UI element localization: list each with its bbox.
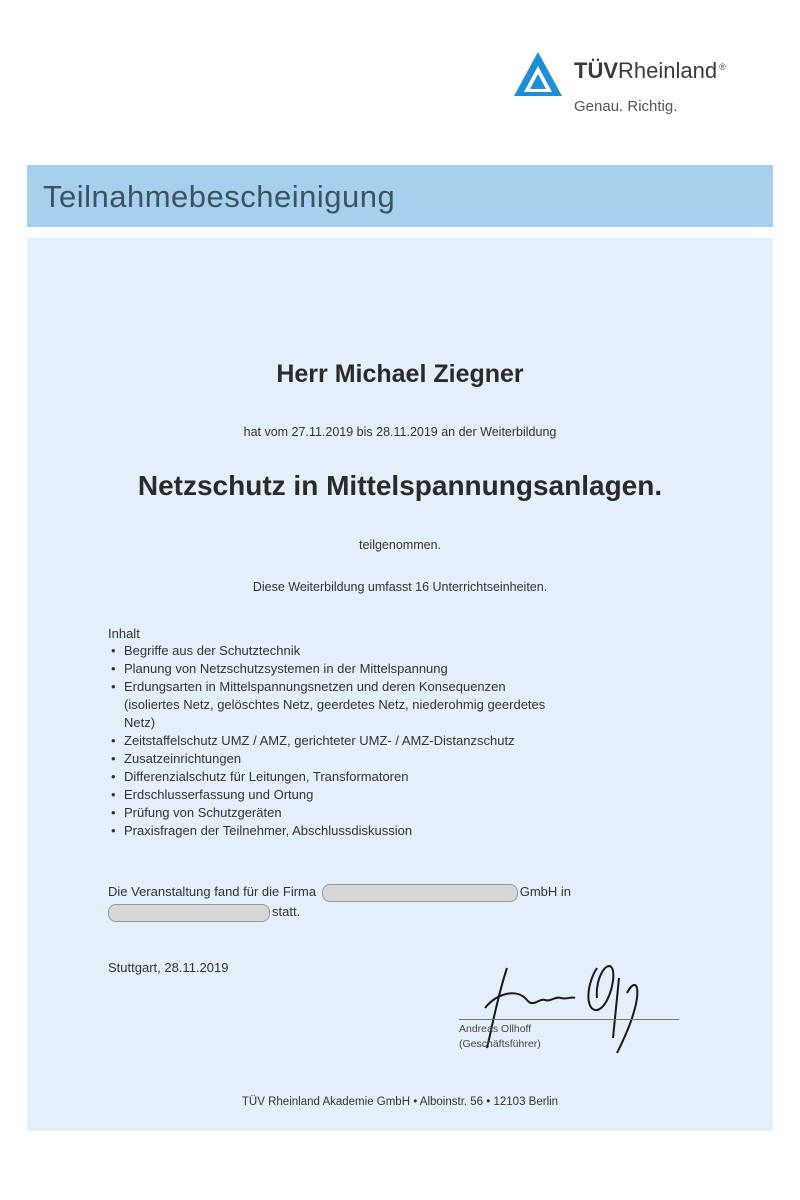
content-list	[108, 642, 628, 840]
list-item: • Zeitstaffelschutz UMZ / AMZ, gerichteter UMZ- / AMZ-Distanzschutz	[108, 732, 628, 750]
brand-name	[574, 58, 726, 84]
triangle-logo-icon	[512, 50, 564, 98]
units-text: Diese Weiterbildung umfasst 16 Unterrichtseinheiten.	[252, 580, 548, 594]
footer-address: TÜV Rheinland Akademie GmbH • Alboinstr. 56 • 12103 Berlin	[241, 1096, 559, 1108]
content-heading: Inhalt	[108, 626, 140, 641]
redacted-company	[322, 884, 518, 902]
list-item: • Praxisfragen der Teilnehmer, Abschlussdiskussion	[108, 822, 628, 840]
brand-regular: Rheinland	[618, 58, 718, 83]
tuv-rheinland-logo	[508, 44, 788, 124]
signatory-name: Andreas Ollhoff	[459, 1023, 532, 1035]
title-band	[27, 165, 773, 227]
venue-prefix: Die Veranstaltung fand für die Firma	[108, 884, 317, 899]
list-item: • Planung von Netzschutzsystemen in der Mittelspannung	[108, 660, 628, 678]
list-item: • Zusatzeinrichtungen	[108, 750, 628, 768]
signatory	[459, 1022, 541, 1052]
signature-line	[459, 1019, 679, 1020]
list-item: • Differenzialschutz für Leitungen, Transformatoren	[108, 768, 628, 786]
period-text: hat vom 27.11.2019 bis 28.11.2019 an der Weiterbildung	[243, 425, 557, 439]
course-title: Netzschutz in Mittelspannungsanlagen.	[137, 470, 663, 501]
list-item: • Begriffe aus der Schutztechnik	[108, 642, 628, 660]
place-date: Stuttgart, 28.11.2019	[108, 960, 229, 975]
list-item: • Prüfung von Schutzgeräten	[108, 804, 628, 822]
content-section	[108, 626, 628, 840]
brand-bold: TÜV	[574, 58, 618, 83]
document-title: Teilnahmebescheinigung	[43, 179, 396, 214]
brand-slogan: Genau. Richtig.	[574, 98, 678, 115]
participated-text: teilgenommen.	[359, 538, 441, 552]
venue-suffix: statt.	[272, 904, 301, 919]
certificate-panel	[27, 238, 773, 1131]
registered-mark: ®	[719, 61, 726, 72]
venue-text	[108, 882, 668, 922]
list-item: • Erdungsarten in Mittelspannungsnetzen und deren Konsequenzen (isoliertes Netz, gelöschtes Netz, geerdetes Netz, niederohmig geerdetes Netz)	[108, 678, 564, 732]
redacted-location	[108, 904, 270, 922]
venue-company-suffix: GmbH in	[519, 884, 572, 899]
signatory-role: (Geschäftsführer)	[459, 1038, 541, 1050]
participant-name: Herr Michael Ziegner	[276, 360, 524, 388]
list-item: • Erdschlusserfassung und Ortung	[108, 786, 628, 804]
